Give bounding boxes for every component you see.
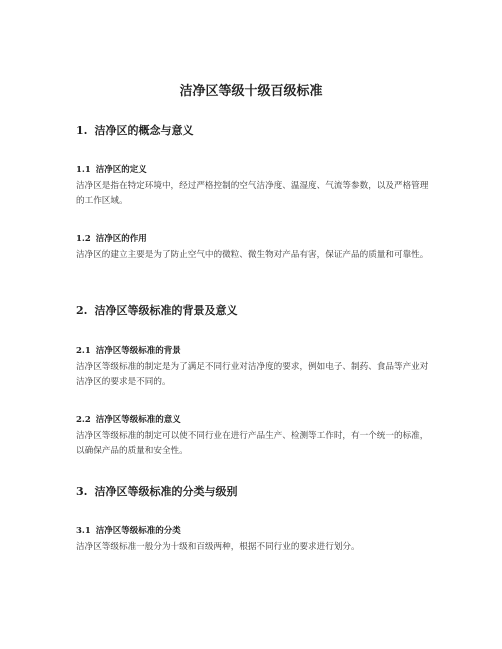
subsection-heading: 1.2 洁净区的作用 [76,234,147,244]
section-heading: 2. 洁净区等级标准的背景及意义 [76,304,238,317]
document-title: 洁净区等级十级百级标准 [179,84,323,99]
subsection-heading: 2.1 洁净区等级标准的背景 [76,346,181,356]
paragraph: 洁净区是指在特定环境中，经过严格控制的空气洁净度、温湿度、气流等参数，以及严格管理的工作区域。 [76,181,429,206]
section-heading: 3. 洁净区等级标准的分类与级别 [76,485,238,498]
paragraph: 洁净区的建立主要是为了防止空气中的微粒、微生物对产品有害，保证产品的质量和可靠性。 [76,250,429,260]
paragraph: 洁净区等级标准的制定可以使不同行业在进行产品生产、检测等工作时，有一个统一的标准，以确保产品的质量和安全性。 [76,431,429,456]
paragraph: 洁净区等级标准的制定是为了满足不同行业对洁净度的要求，例如电子、制药、食品等产业对洁净区的要求是不同的。 [76,362,429,387]
subsection-heading: 2.2 洁净区等级标准的意义 [76,415,181,425]
paragraph: 洁净区等级标准一般分为十级和百级两种，根据不同行业的要求进行划分。 [76,542,360,552]
subsection-heading: 1.1 洁净区的定义 [76,165,147,175]
section-heading: 1. 洁净区的概念与意义 [76,124,194,137]
subsection-heading: 3.1 洁净区等级标准的分类 [76,526,181,536]
